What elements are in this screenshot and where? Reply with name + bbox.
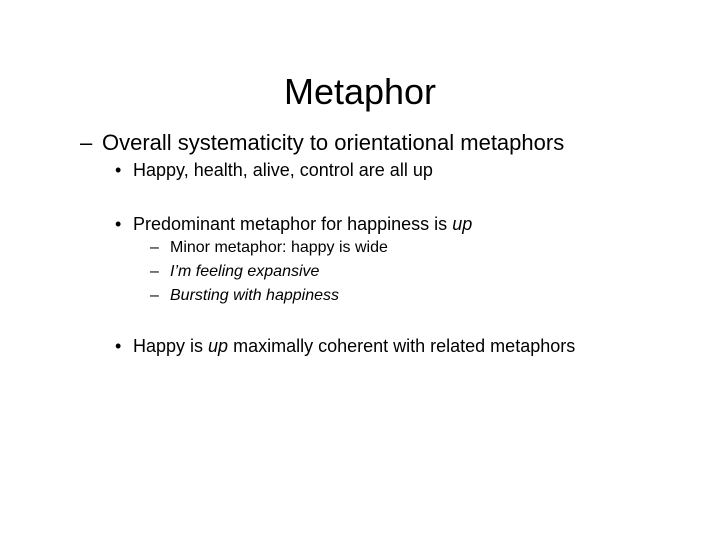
bullet-text-2-italic: up: [452, 214, 473, 234]
sub-item-text-1: Minor metaphor: happy is wide: [170, 239, 388, 256]
slide-title: Metaphor: [283, 71, 437, 112]
sub-item-3: [150, 285, 339, 307]
level1-text: Overall systematicity to orientational metaphors: [102, 130, 565, 155]
dash-marker: –: [150, 263, 159, 280]
bullet-marker: •: [115, 214, 122, 234]
bullet-item-3: [115, 334, 575, 358]
level1-item: [80, 128, 564, 158]
bullet-text-3-italic: up: [208, 336, 229, 356]
bullet-text-1: Happy, health, alive, control are all up: [133, 160, 433, 180]
sub-item-text-3: Bursting with happiness: [170, 287, 339, 304]
bullet-item-1: [115, 158, 433, 182]
sub-item-text-2: I’m feeling expansive: [170, 263, 320, 280]
bullet-item-2: [115, 212, 472, 236]
sub-item-1: [150, 237, 388, 259]
bullet-marker: •: [115, 336, 122, 356]
bullet-text-2: Predominant metaphor for happiness is: [133, 214, 453, 234]
bullet-text-3-after: maximally coherent with related metaphors: [228, 336, 576, 356]
bullet-marker: •: [115, 160, 122, 180]
dash-marker: –: [80, 130, 93, 155]
bullet-text-3: Happy is: [133, 336, 209, 356]
dash-marker: –: [150, 287, 159, 304]
dash-marker: –: [150, 239, 159, 256]
sub-item-2: [150, 261, 319, 283]
